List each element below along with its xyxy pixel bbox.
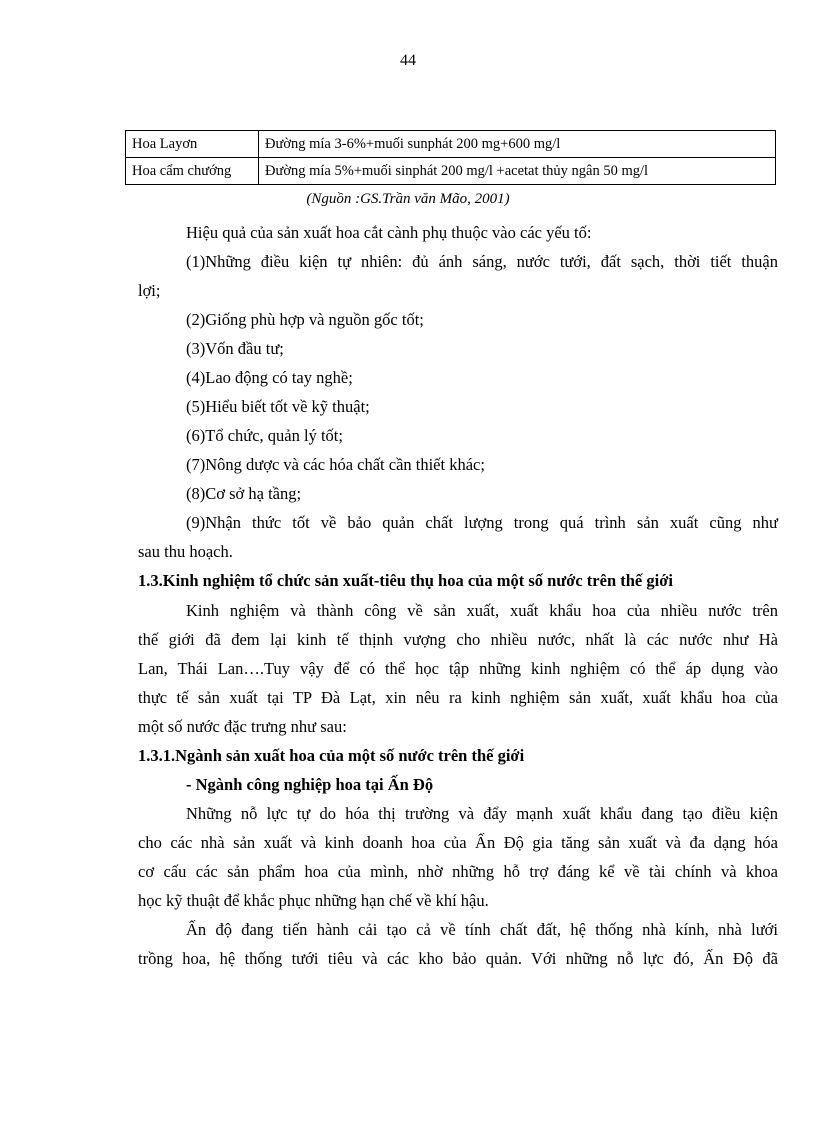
table-row xyxy=(126,131,776,158)
list-item: (8)Cơ sở hạ tầng; xyxy=(186,484,302,503)
paragraph-line: thực tế sản xuất tại TP Đà Lạt, xin nêu ra kinh nghiệm sản xuất, xuất khẩu hoa của xyxy=(138,688,778,707)
list-item: (4)Lao động có tay nghề; xyxy=(186,368,353,387)
table-cell-flower: Hoa Layơn xyxy=(126,131,259,158)
list-item: (6)Tổ chức, quản lý tốt; xyxy=(186,426,343,445)
table-cell-flower: Hoa cẩm chướng xyxy=(126,158,259,185)
paragraph-line: Hiệu quả của sản xuất hoa cắt cành phụ thuộc vào các yếu tố: xyxy=(186,223,592,242)
subsection-heading: 1.3.1.Ngành sản xuất hoa của một số nước trên thế giới xyxy=(138,746,525,765)
list-item: (9)Nhận thức tốt về bảo quản chất lượng trong quá trình sản xuất cũng như xyxy=(186,513,778,532)
section-heading: 1.3.Kinh nghiệm tổ chức sản xuất-tiêu thụ hoa của một số nước trên thế giới xyxy=(138,571,673,590)
paragraph-line: (1)Những điều kiện tự nhiên: đủ ánh sáng, nước tưới, đất sạch, thời tiết thuận xyxy=(186,252,778,271)
list-item: (2)Giống phù hợp và nguồn gốc tốt; xyxy=(186,310,424,329)
paragraph-line: trồng hoa, hệ thống tưới tiêu và các kho bảo quản. Với những nỗ lực đó, Ấn Độ đã xyxy=(138,949,778,968)
list-item: (5)Hiểu biết tốt về kỹ thuật; xyxy=(186,397,370,416)
list-item: (7)Nông dược và các hóa chất cần thiết khác; xyxy=(186,455,485,474)
subsection-subheading: - Ngành công nghiệp hoa tại Ấn Độ xyxy=(186,775,434,794)
paragraph-line: Lan, Thái Lan….Tuy vậy để có thể học tập những kinh nghiệm có thể áp dụng vào xyxy=(138,659,778,678)
paragraph-line: cơ cấu các sản phẩm hoa của mình, nhờ những hỗ trợ đáng kể về tài chính và khoa xyxy=(138,862,778,881)
list-item: (3)Vốn đầu tư; xyxy=(186,339,284,358)
paragraph-line: cho các nhà sản xuất và kinh doanh hoa của Ấn Độ gia tăng sản xuất và đa dạng hóa xyxy=(138,833,778,852)
paragraph-line: học kỹ thuật để khắc phục những hạn chế về khí hậu. xyxy=(138,891,489,910)
table-row xyxy=(126,158,776,185)
table-source-note: (Nguồn :GS.Trần văn Mão, 2001) xyxy=(306,191,510,207)
paragraph-line: Ấn độ đang tiến hành cải tạo cả về tính chất đất, hệ thống nhà kính, nhà lưới xyxy=(186,920,778,939)
paragraph-line: Những nỗ lực tự do hóa thị trường và đẩy mạnh xuất khẩu đang tạo điều kiện xyxy=(186,804,778,823)
table-cell-treatment: Đường mía 5%+muối sinphát 200 mg/l +acetat thủy ngân 50 mg/l xyxy=(259,158,776,185)
page-number: 44 xyxy=(400,52,416,69)
paragraph-line: sau thu hoạch. xyxy=(138,542,233,561)
paragraph-line: một số nước đặc trưng như sau: xyxy=(138,717,347,736)
paragraph-line: lợi; xyxy=(138,281,161,300)
treatment-table xyxy=(125,130,776,185)
paragraph-line: thế giới đã đem lại kinh tế thịnh vượng cho nhiều nước, nhất là các nước như Hà xyxy=(138,630,778,649)
table-cell-treatment: Đường mía 3-6%+muối sunphát 200 mg+600 mg/l xyxy=(259,131,776,158)
paragraph-line: Kinh nghiệm và thành công về sản xuất, xuất khẩu hoa của nhiều nước trên xyxy=(186,601,778,620)
